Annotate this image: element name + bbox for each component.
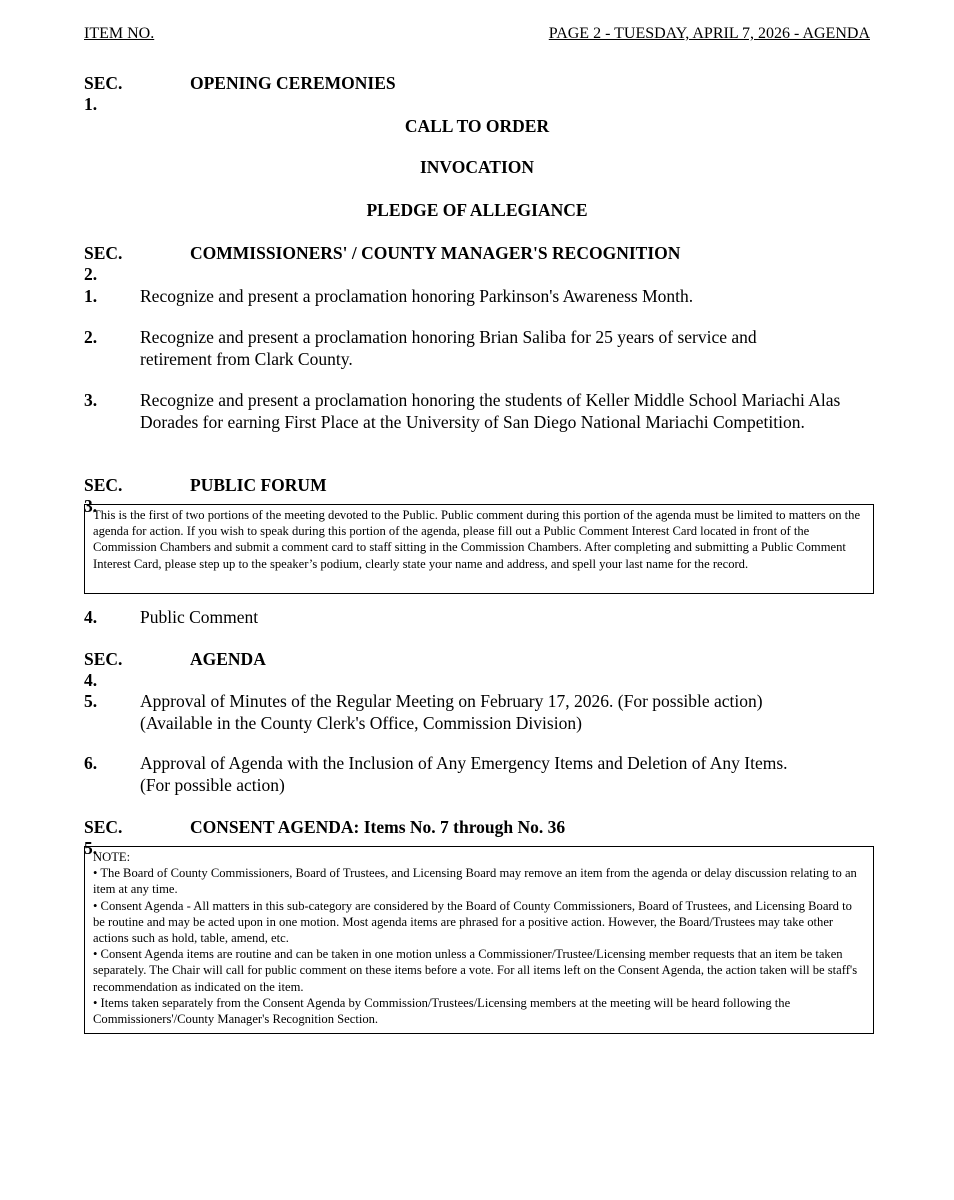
section-number: SEC. 5. xyxy=(84,817,123,858)
public-forum-notice-box xyxy=(84,504,874,594)
item-number: 1. xyxy=(84,286,98,306)
section-number: SEC. 1. xyxy=(84,73,123,114)
section-title: COMMISSIONERS' / COUNTY MANAGER'S RECOGNITION xyxy=(190,243,681,263)
section-title: OPENING CEREMONIES xyxy=(190,73,396,93)
page-info-header: PAGE 2 - TUESDAY, APRIL 7, 2026 - AGENDA xyxy=(548,25,870,42)
section-title: PUBLIC FORUM xyxy=(190,475,327,495)
agenda-item-3 xyxy=(84,389,874,433)
item-number: 5. xyxy=(84,691,98,711)
item-text: Public Comment xyxy=(140,607,259,627)
note-label: NOTE: xyxy=(93,850,131,864)
agenda-item-5 xyxy=(84,690,874,734)
section-title: CONSENT AGENDA: Items No. 7 through No. 36 xyxy=(190,817,566,837)
item-text-line-1: Approval of Minutes of the Regular Meeting on February 17, 2026. (For possible action) xyxy=(140,691,763,711)
agenda-item-2 xyxy=(84,326,824,370)
pledge-of-allegiance: PLEDGE OF ALLEGIANCE xyxy=(366,200,588,220)
agenda-item-6 xyxy=(84,752,874,796)
note-bullet: • Consent Agenda - All matters in this sub-category are considered by the Board of County Commissioners, Board of Trustees, and Licensing Board to be routine and may be acted upon in one motion. Most agenda items are phrased for a positive action. However, the Board/Trustees may take other actions such as hold, table, amend, etc. xyxy=(93,898,852,946)
item-text: Recognize and present a proclamation honoring Parkinson's Awareness Month. xyxy=(140,286,694,306)
consent-agenda-note-box xyxy=(84,846,874,1034)
agenda-item-4 xyxy=(84,606,874,628)
section-title: AGENDA xyxy=(190,649,266,669)
agenda-item-1 xyxy=(84,285,874,307)
item-number: 3. xyxy=(84,390,98,410)
item-text: Recognize and present a proclamation honoring the students of Keller Middle School Mariachi Alas Dorades for earning First Place at the University of San Diego National Mariachi Competition. xyxy=(140,390,841,432)
item-number: 6. xyxy=(84,753,98,773)
section-number: SEC. 2. xyxy=(84,243,123,284)
note-bullet: • Consent Agenda items are routine and can be taken in one motion unless a Commissioner/Trustee/Licensing member requests that an item be taken separately. The Chair will call for public comment on these items before a vote. For all items left on the Consent Agenda, the action taken will be staff's recommendation as indicated on the item. xyxy=(93,947,858,994)
note-bullet: • The Board of County Commissioners, Board of Trustees, and Licensing Board may remove an item from the agenda or delay discussion relating to an item at any time. xyxy=(93,866,857,897)
item-number: 2. xyxy=(84,327,98,347)
call-to-order: CALL TO ORDER xyxy=(404,116,550,136)
item-text-line-2: (Available in the County Clerk's Office, Commission Division) xyxy=(140,713,582,733)
section-number: SEC. 4. xyxy=(84,649,123,690)
public-forum-notice-text: This is the first of two portions of the meeting devoted to the Public. Public comment during this portion of the agenda must be limited to matters on the agenda for action. If you wish to speak during this portion of the agenda, please fill out a Public Comment Interest Card located in front of the Commission Chambers and submit a comment card to staff sitting in the Commission Chambers. After completing and submitting a Public Comment Interest Card, please step up to the speaker’s podium, clearly state your name and address, and spell your last name for the record. xyxy=(93,508,861,571)
item-text-line-1: Approval of Agenda with the Inclusion of Any Emergency Items and Deletion of Any Items. xyxy=(140,753,788,773)
invocation: INVOCATION xyxy=(419,157,535,177)
item-no-header: ITEM NO. xyxy=(84,25,155,42)
item-text: Recognize and present a proclamation honoring Brian Saliba for 25 years of service and retirement from Clark County. xyxy=(140,327,757,369)
section-number: SEC. 3. xyxy=(84,475,123,516)
item-number: 4. xyxy=(84,607,98,627)
item-text-line-2: (For possible action) xyxy=(140,775,285,795)
note-bullet: • Items taken separately from the Consent Agenda by Commission/Trustees/Licensing members at the meeting will be heard following the Commissioners'/County Manager's Recognition Section. xyxy=(93,995,791,1027)
